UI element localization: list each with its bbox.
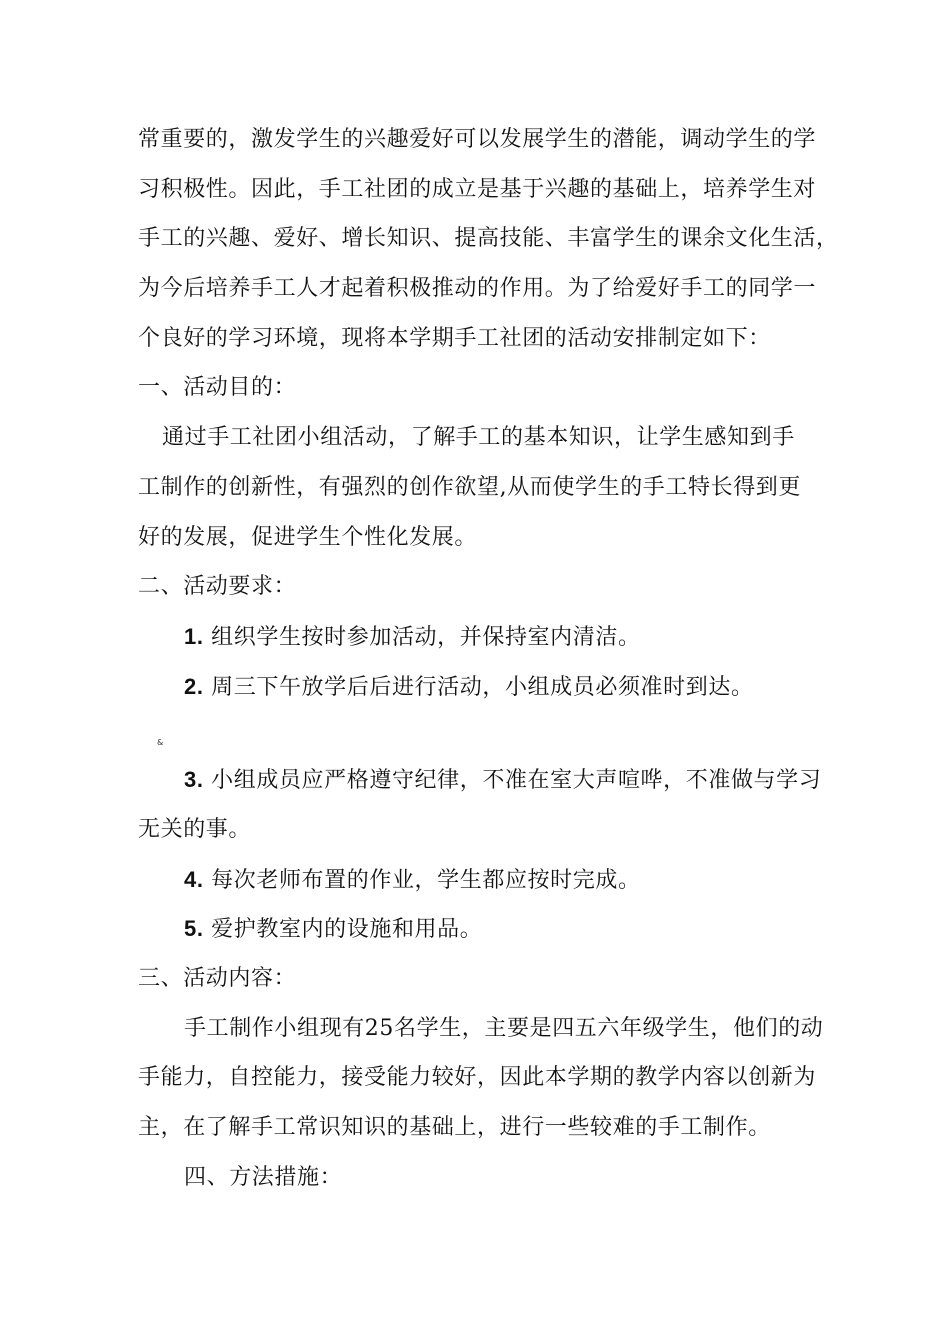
requirement-number: 2.: [184, 674, 204, 699]
requirement-text: 爱护教室内的设施和用品。: [211, 917, 483, 942]
paragraph-line: 为今后培养手工人才起着积极推动的作用。为了给爱好手工的同学一: [138, 276, 817, 301]
paragraph-line: 通过手工社团小组活动，了解手工的基本知识，让学生感知到手: [162, 425, 795, 450]
requirement-number: 3.: [184, 767, 204, 792]
paragraph-line: 常重要的，激发学生的兴趣爱好可以发展学生的潜能，调动学生的学: [138, 127, 817, 152]
paragraph-line: 手工的兴趣、爱好、增长知识、提高技能、丰富学生的课余文化生活，: [138, 226, 839, 251]
requirement-text: 周三下午放学后后进行活动，小组成员必须准时到达。: [211, 675, 754, 700]
paragraph-line: 个良好的学习环境，现将本学期手工社团的活动安排制定如下：: [138, 326, 771, 351]
paragraph-line: 习积极性。因此，手工社团的成立是基于兴趣的基础上，培养学生对: [138, 177, 817, 202]
stray-mark: &: [157, 738, 164, 747]
requirement-item: [184, 672, 874, 702]
requirement-number: 5.: [184, 916, 204, 941]
section-heading-purpose: 一、活动目的：: [138, 375, 297, 400]
requirement-item: [184, 914, 874, 944]
requirement-text: 小组成员应严格遵守纪律，不准在室大声喧哗，不准做与学习: [211, 768, 822, 793]
paragraph-line: 无关的事。: [138, 817, 252, 842]
section-heading-methods: 四、方法措施：: [184, 1165, 343, 1190]
paragraph-line: 好的发展，促进学生个性化发展。: [138, 525, 478, 550]
requirement-item: [184, 765, 874, 795]
paragraph-line: 手工制作小组现有25名学生，主要是四五六年级学生，他们的动: [184, 1016, 824, 1041]
section-heading-content: 三、活动内容：: [138, 966, 297, 991]
paragraph-line: 手能力，自控能力，接受能力较好，因此本学期的教学内容以创新为: [138, 1065, 817, 1090]
requirement-item: [184, 865, 874, 895]
requirement-number: 4.: [184, 867, 204, 892]
requirement-item: [184, 622, 874, 652]
section-heading-requirements: 二、活动要求：: [138, 574, 297, 599]
requirement-text: 每次老师布置的作业，学生都应按时完成。: [211, 868, 641, 893]
requirement-number: 1.: [184, 624, 204, 649]
paragraph-line: 工制作的创新性，有强烈的创作欲望,从而使学生的手工特长得到更: [138, 475, 801, 500]
paragraph-line: 主，在了解手工常识知识的基础上，进行一些较难的手工制作。: [138, 1115, 771, 1140]
requirement-text: 组织学生按时参加活动，并保持室内清洁。: [211, 625, 641, 650]
